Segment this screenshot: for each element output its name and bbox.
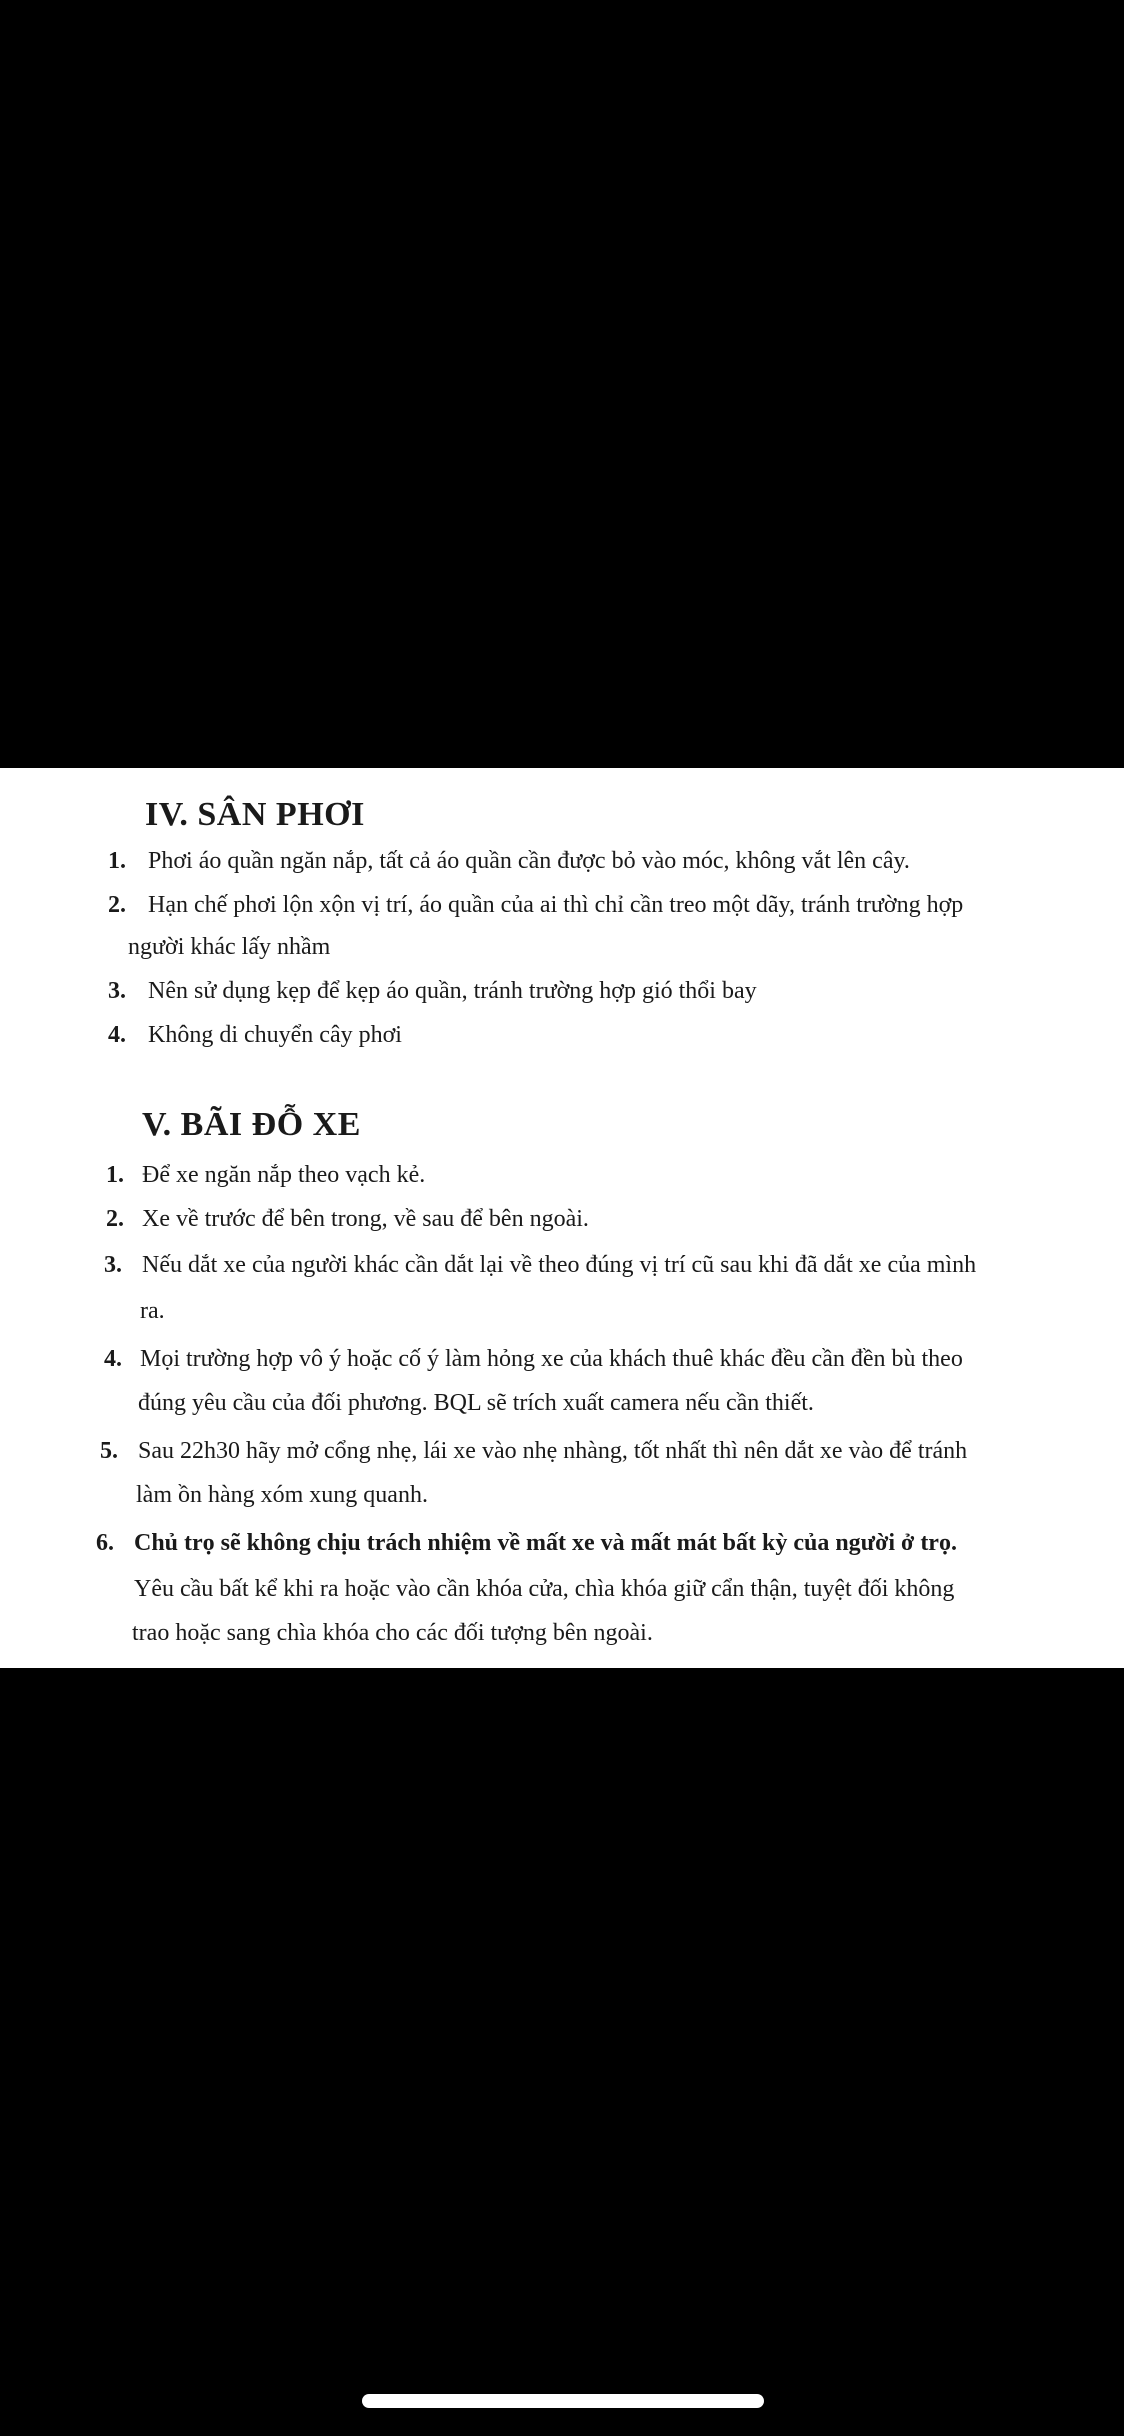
item-text: Không di chuyển cây phơi xyxy=(148,1022,402,1048)
item-number: 2. xyxy=(106,1206,124,1232)
item-number: 1. xyxy=(106,1162,124,1188)
home-indicator[interactable] xyxy=(362,2394,764,2408)
item-text-continued: trao hoặc sang chìa khóa cho các đối tượng bên ngoài. xyxy=(132,1620,653,1646)
item-text-continued: làm ồn hàng xóm xung quanh. xyxy=(136,1482,428,1508)
item-number: 4. xyxy=(104,1346,122,1372)
item-text: Sau 22h30 hãy mở cổng nhẹ, lái xe vào nhẹ nhàng, tốt nhất thì nên dắt xe vào để tránh xyxy=(138,1438,968,1464)
item-number: 4. xyxy=(108,1022,126,1048)
item-text: Nên sử dụng kẹp để kẹp áo quần, tránh trường hợp gió thổi bay xyxy=(148,978,757,1004)
item-text-continued: đúng yêu cầu của đối phương. BQL sẽ trích xuất camera nếu cần thiết. xyxy=(138,1390,814,1416)
item-text: Mọi trường hợp vô ý hoặc cố ý làm hỏng xe của khách thuê khác đều cần đền bù theo xyxy=(140,1346,963,1372)
item-number: 3. xyxy=(108,978,126,1004)
item-text: Để xe ngăn nắp theo vạch kẻ. xyxy=(142,1162,426,1188)
item-text-continued: Yêu cầu bất kể khi ra hoặc vào cần khóa cửa, chìa khóa giữ cẩn thận, tuyệt đối không xyxy=(134,1576,955,1602)
item-text-continued: ra. xyxy=(140,1298,165,1324)
section-title-bai-do-xe: V. BÃI ĐỖ XE xyxy=(142,1106,361,1143)
item-text: Phơi áo quần ngăn nắp, tất cả áo quần cần được bỏ vào móc, không vắt lên cây. xyxy=(148,848,910,874)
item-number: 2. xyxy=(108,892,126,918)
item-number: 6. xyxy=(96,1530,114,1556)
document-photo xyxy=(0,768,1124,1668)
item-text: Nếu dắt xe của người khác cần dắt lại về theo đúng vị trí cũ sau khi đã dắt xe của mình xyxy=(142,1252,977,1278)
section-title-san-phoi: IV. SÂN PHƠI xyxy=(145,796,365,833)
item-number: 1. xyxy=(108,848,126,874)
item-text: Hạn chế phơi lộn xộn vị trí, áo quần của ai thì chỉ cần treo một dãy, tránh trường hợp xyxy=(148,892,964,918)
item-number: 5. xyxy=(100,1438,118,1464)
item-number: 3. xyxy=(104,1252,122,1278)
item-text-bold: Chủ trọ sẽ không chịu trách nhiệm về mất xe và mất mát bất kỳ của người ở trọ. xyxy=(134,1530,957,1556)
item-text: Xe về trước để bên trong, về sau để bên ngoài. xyxy=(142,1206,589,1232)
item-text-continued: người khác lấy nhầm xyxy=(128,934,331,960)
